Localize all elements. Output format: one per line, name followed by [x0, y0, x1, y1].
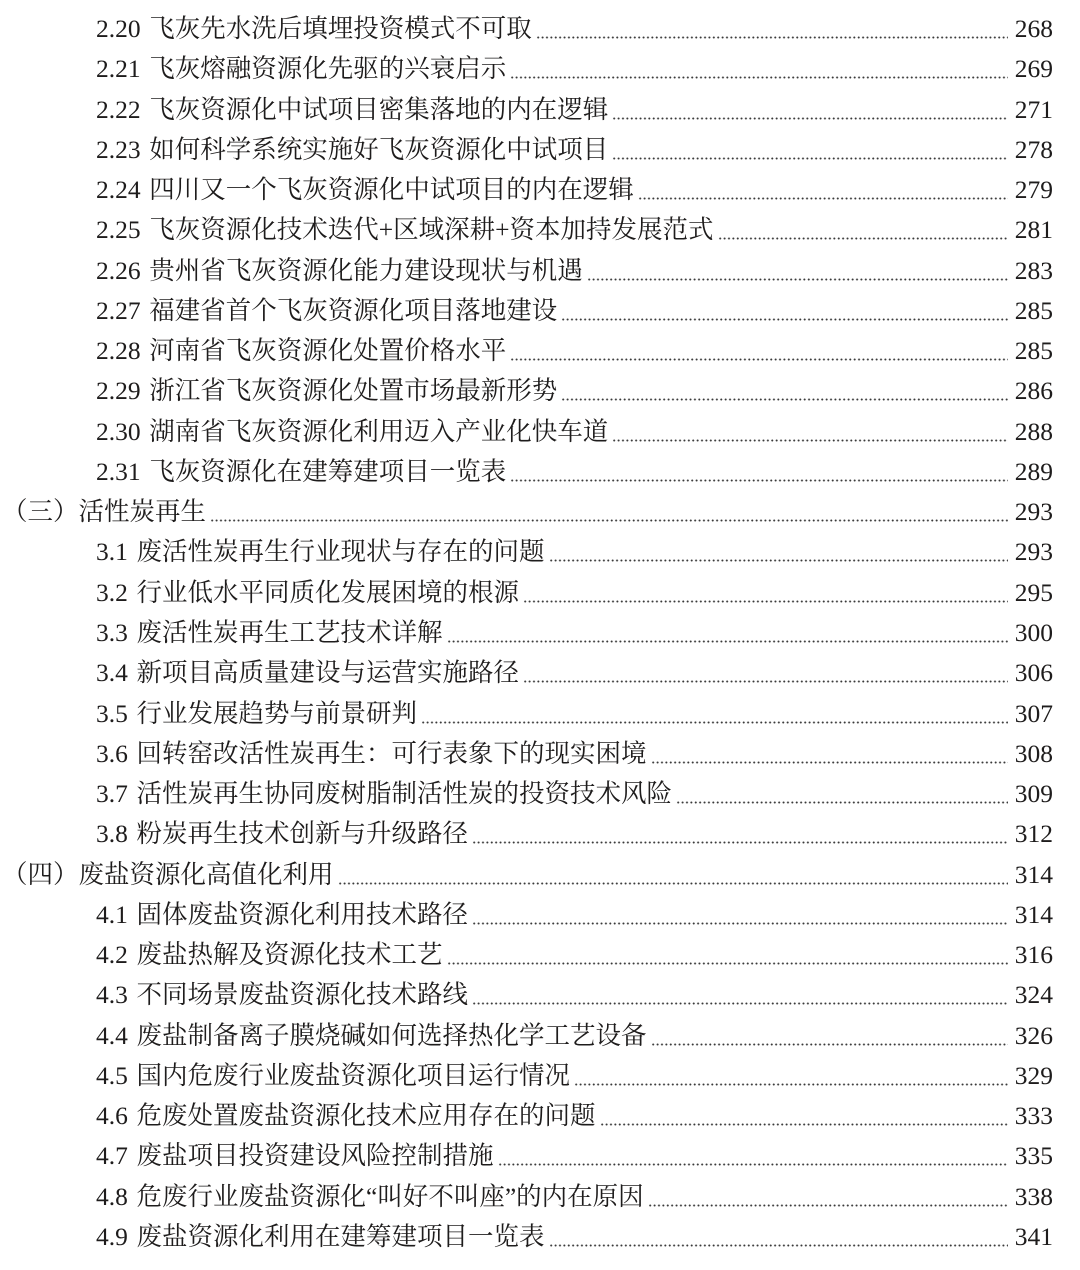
toc-entry-number: 4.7 — [96, 1141, 128, 1171]
dot-leader — [338, 855, 1008, 895]
toc-entry-page: 335 — [1014, 1141, 1053, 1171]
toc-entry — [0, 734, 1080, 774]
toc-entry-page: 279 — [1014, 175, 1053, 205]
toc-entry-page: 293 — [1014, 537, 1053, 567]
toc-entry — [0, 895, 1080, 935]
toc-entry-title: 活性炭再生协同废树脂制活性炭的投资技术风险 — [136, 779, 673, 809]
toc-entry-number: 3.4 — [96, 658, 128, 688]
toc-entry-title: 危废处置废盐资源化技术应用存在的问题 — [136, 1101, 596, 1131]
toc-entry-number: 4.5 — [96, 1060, 128, 1090]
toc-entry-page: 324 — [1014, 980, 1053, 1010]
toc-section — [0, 855, 1080, 895]
toc-section-title: 废盐资源化高值化利用 — [78, 859, 334, 889]
toc-entry-number: 4.4 — [96, 1020, 128, 1050]
toc-entry-page: 326 — [1014, 1020, 1053, 1050]
toc-entry-number: 3.5 — [96, 698, 128, 728]
dot-leader — [549, 1217, 1008, 1257]
toc-entry-title: 河南省飞灰资源化处置价格水平 — [149, 336, 507, 366]
toc-entry — [0, 1056, 1080, 1096]
toc-entry-title: 浙江省飞灰资源化处置市场最新形势 — [149, 376, 558, 406]
toc-entry — [0, 532, 1080, 572]
toc-entry-title: 废盐项目投资建设风险控制措施 — [136, 1141, 494, 1171]
toc-entry-page: 286 — [1014, 376, 1053, 406]
toc-entry — [0, 814, 1080, 854]
toc-entry-title: 飞灰熔融资源化先驱的兴衰启示 — [149, 54, 507, 84]
toc-entry — [0, 935, 1080, 975]
toc-entry-title: 危废行业废盐资源化“叫好不叫座”的内在原因 — [136, 1181, 644, 1211]
toc-entry — [0, 9, 1080, 49]
toc-entry — [0, 613, 1080, 653]
toc-entry-number: 2.28 — [96, 336, 141, 366]
dot-leader — [549, 532, 1008, 572]
dot-leader — [718, 210, 1008, 250]
toc-entry — [0, 573, 1080, 613]
dot-leader — [498, 1136, 1008, 1176]
dot-leader — [638, 170, 1008, 210]
toc-entry-page: 316 — [1014, 940, 1053, 970]
dot-leader — [612, 90, 1007, 130]
toc-entry-title: 国内危废行业废盐资源化项目运行情况 — [136, 1060, 571, 1090]
dot-leader — [676, 774, 1008, 814]
dot-leader — [612, 130, 1007, 170]
toc-entry-number: 3.1 — [96, 537, 128, 567]
dot-leader — [523, 573, 1008, 613]
toc-entry-page: 300 — [1014, 617, 1053, 647]
toc-entry — [0, 774, 1080, 814]
dot-leader — [447, 613, 1008, 653]
toc-entry-title: 贵州省飞灰资源化能力建设现状与机遇 — [149, 255, 583, 285]
toc-entry-page: 329 — [1014, 1060, 1053, 1090]
toc-entry-page: 309 — [1014, 779, 1053, 809]
toc-entry — [0, 331, 1080, 371]
toc-entry-title: 飞灰资源化技术迭代+区域深耕+资本加持发展范式 — [149, 215, 714, 245]
toc-entry-number: 4.8 — [96, 1181, 128, 1211]
toc-entry — [0, 1177, 1080, 1217]
dot-leader — [472, 975, 1008, 1015]
toc-entry — [0, 1016, 1080, 1056]
dot-leader — [472, 895, 1008, 935]
toc-section — [0, 492, 1080, 532]
toc-entry-number: 2.26 — [96, 255, 141, 285]
toc-entry-title: 不同场景废盐资源化技术路线 — [136, 980, 469, 1010]
toc-entry-number: 3.2 — [96, 577, 128, 607]
toc-entry-number: 2.31 — [96, 456, 141, 486]
dot-leader — [472, 814, 1008, 854]
toc-section-title: 活性炭再生 — [78, 497, 207, 527]
toc-section-page: 314 — [1014, 859, 1053, 889]
toc-entry-page: 312 — [1014, 819, 1053, 849]
toc-entry-number: 2.21 — [96, 54, 141, 84]
toc-entry-number: 2.29 — [96, 376, 141, 406]
toc-entry-title: 飞灰资源化中试项目密集落地的内在逻辑 — [149, 94, 609, 124]
toc-entry-title: 废盐热解及资源化技术工艺 — [136, 940, 443, 970]
toc-entry-number: 2.22 — [96, 94, 141, 124]
toc-entry-number: 4.2 — [96, 940, 128, 970]
toc-entry — [0, 1217, 1080, 1257]
dot-leader — [536, 9, 1008, 49]
dot-leader — [600, 1096, 1008, 1136]
toc-entry-page: 288 — [1014, 416, 1053, 446]
dot-leader — [510, 452, 1007, 492]
toc-entry — [0, 49, 1080, 89]
toc-entry-page: 271 — [1014, 94, 1053, 124]
toc-entry-title: 四川又一个飞灰资源化中试项目的内在逻辑 — [149, 175, 634, 205]
dot-leader — [510, 331, 1007, 371]
toc-entry — [0, 210, 1080, 250]
toc-entry-page: 308 — [1014, 738, 1053, 768]
toc-entry-number: 4.6 — [96, 1101, 128, 1131]
dot-leader — [561, 291, 1007, 331]
toc-entry — [0, 975, 1080, 1015]
toc-entry — [0, 371, 1080, 411]
toc-entry-title: 废盐制备离子膜烧碱如何选择热化学工艺设备 — [136, 1020, 647, 1050]
toc-entry-page: 285 — [1014, 336, 1053, 366]
toc-entry-page: 295 — [1014, 577, 1053, 607]
dot-leader — [561, 371, 1007, 411]
toc-entry-number: 3.8 — [96, 819, 128, 849]
dot-leader — [574, 1056, 1008, 1096]
toc-entry — [0, 251, 1080, 291]
toc-entry — [0, 452, 1080, 492]
dot-leader — [447, 935, 1008, 975]
toc-entry-page: 278 — [1014, 134, 1053, 164]
toc-entry-page: 281 — [1014, 215, 1053, 245]
toc-entry — [0, 653, 1080, 693]
toc-entry-number: 2.25 — [96, 215, 141, 245]
toc-entry-number: 2.24 — [96, 175, 141, 205]
toc-entry-title: 行业发展趋势与前景研判 — [136, 698, 418, 728]
toc-entry-page: 307 — [1014, 698, 1053, 728]
toc-entry-title: 回转窑改活性炭再生：可行表象下的现实困境 — [136, 738, 647, 768]
dot-leader — [651, 1016, 1008, 1056]
toc-entry-page: 268 — [1014, 14, 1053, 43]
toc-entry — [0, 130, 1080, 170]
toc-entry-title: 新项目高质量建设与运营实施路径 — [136, 658, 520, 688]
toc-entry — [0, 694, 1080, 734]
toc-entry-title: 废活性炭再生行业现状与存在的问题 — [136, 537, 545, 567]
toc-entry-number: 4.3 — [96, 980, 128, 1010]
toc-section-number: （四） — [2, 859, 79, 889]
toc-entry-title: 湖南省飞灰资源化利用迈入产业化快车道 — [149, 416, 609, 446]
dot-leader — [510, 49, 1007, 89]
toc-entry-number: 4.1 — [96, 899, 128, 929]
toc-entry-title: 如何科学系统实施好飞灰资源化中试项目 — [149, 134, 609, 164]
toc-entry-number: 2.20 — [96, 14, 141, 43]
toc-entry-title: 福建省首个飞灰资源化项目落地建设 — [149, 295, 558, 325]
toc-entry-title: 废活性炭再生工艺技术详解 — [136, 617, 443, 647]
toc-entry-title: 粉炭再生技术创新与升级路径 — [136, 819, 469, 849]
toc-entry-page: 338 — [1014, 1181, 1053, 1211]
toc-entry — [0, 412, 1080, 452]
toc-entry-page: 333 — [1014, 1101, 1053, 1131]
toc-entry-number: 4.9 — [96, 1221, 128, 1251]
toc-entry — [0, 170, 1080, 210]
toc-entry-page: 314 — [1014, 899, 1053, 929]
toc-entry — [0, 1096, 1080, 1136]
dot-leader — [421, 694, 1008, 734]
toc-section-number: （三） — [2, 497, 79, 527]
toc-entry-number: 3.3 — [96, 617, 128, 647]
toc-section-page: 293 — [1014, 497, 1053, 527]
dot-leader — [648, 1177, 1008, 1217]
toc-entry-page: 269 — [1014, 54, 1053, 84]
toc-entry-number: 2.23 — [96, 134, 141, 164]
toc-entry-number: 2.30 — [96, 416, 141, 446]
toc-entry-number: 3.7 — [96, 779, 128, 809]
toc-entry-page: 285 — [1014, 295, 1053, 325]
toc-entry-page: 341 — [1014, 1221, 1053, 1251]
toc-entry-number: 2.27 — [96, 295, 141, 325]
toc-entry-title: 废盐资源化利用在建筹建项目一览表 — [136, 1221, 545, 1251]
toc-entry-title: 飞灰先水洗后填埋投资模式不可取 — [149, 14, 532, 43]
dot-leader — [651, 734, 1008, 774]
dot-leader — [612, 412, 1007, 452]
toc-entry-page: 283 — [1014, 255, 1053, 285]
toc-entry — [0, 291, 1080, 331]
toc-entry-title: 飞灰资源化在建筹建项目一览表 — [149, 456, 507, 486]
dot-leader — [523, 653, 1008, 693]
dot-leader — [210, 492, 1008, 532]
toc-entry-page: 306 — [1014, 658, 1053, 688]
dot-leader — [587, 251, 1008, 291]
toc-entry-number: 3.6 — [96, 738, 128, 768]
toc-entry-title: 行业低水平同质化发展困境的根源 — [136, 577, 520, 607]
toc-entry — [0, 90, 1080, 130]
toc-entry-title: 固体废盐资源化利用技术路径 — [136, 899, 469, 929]
toc-entry — [0, 1136, 1080, 1176]
toc-entry-page: 289 — [1014, 456, 1053, 486]
